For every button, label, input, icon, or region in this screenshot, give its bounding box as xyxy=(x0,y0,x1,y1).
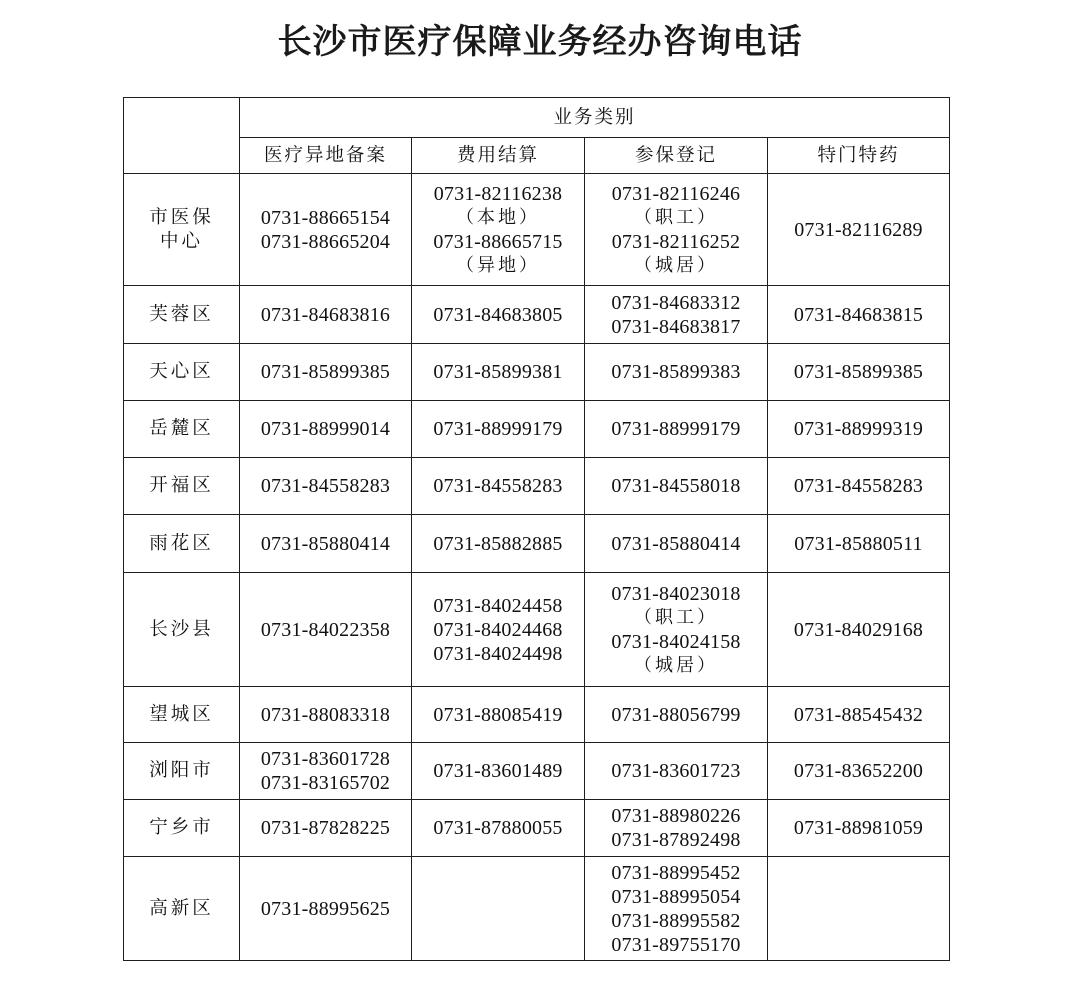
region-cell xyxy=(124,800,240,857)
region-name: 雨花区 xyxy=(149,532,214,554)
phone-cell xyxy=(240,573,412,687)
phone-cell xyxy=(768,286,950,344)
phone-number: 0731-84023018 xyxy=(611,582,741,605)
phone-cell xyxy=(768,458,950,515)
phone-number: 0731-88999179 xyxy=(433,418,563,440)
phone-note: （职工） xyxy=(634,206,718,228)
page-title: 长沙市医疗保障业务经办咨询电话 xyxy=(277,22,803,62)
phone-number: 0731-85880414 xyxy=(260,532,391,555)
phone-cell xyxy=(585,344,768,401)
phone-number: 0731-85882885 xyxy=(433,532,563,555)
region-cell xyxy=(124,401,240,458)
region-cell xyxy=(124,515,240,573)
phone-cell xyxy=(240,515,412,573)
phone-number: 0731-88995054 xyxy=(611,885,741,908)
phone-number: 0731-87880055 xyxy=(433,817,563,839)
phone-cell xyxy=(412,515,585,573)
consultation-phone-table xyxy=(123,97,950,961)
column-header-enrollment: 参保登记 xyxy=(585,138,768,174)
phone-note: （本地） xyxy=(456,206,540,228)
region-name: 宁乡市 xyxy=(149,817,214,838)
table-row xyxy=(124,286,950,344)
table-row xyxy=(124,743,950,800)
corner-cell xyxy=(124,98,240,174)
phone-number: 0731-85880511 xyxy=(794,532,923,555)
table-body xyxy=(124,174,950,961)
phone-number: 0731-88995452 xyxy=(611,861,741,884)
phone-number: 0731-85880414 xyxy=(611,532,741,555)
phone-cell xyxy=(585,800,768,857)
phone-number: 0731-84024468 xyxy=(433,618,563,641)
region-name: 高新区 xyxy=(149,897,214,919)
region-cell xyxy=(124,743,240,800)
phone-number: 0731-83601723 xyxy=(611,760,741,782)
phone-cell xyxy=(240,174,412,286)
phone-number: 0731-83652200 xyxy=(793,760,924,782)
phone-cell xyxy=(768,174,950,286)
phone-cell xyxy=(240,344,412,401)
phone-number: 0731-84558283 xyxy=(260,475,391,497)
phone-number: 0731-89755170 xyxy=(611,933,741,956)
phone-cell xyxy=(412,573,585,687)
region-cell xyxy=(124,857,240,961)
phone-number: 0731-88085419 xyxy=(433,703,563,726)
phone-cell xyxy=(412,857,585,961)
region-name: 浏阳市 xyxy=(149,760,214,781)
table-row xyxy=(124,344,950,401)
table-row xyxy=(124,687,950,743)
phone-number: 0731-88980226 xyxy=(611,805,741,827)
table-row xyxy=(124,174,950,286)
phone-number: 0731-82116252 xyxy=(611,230,741,253)
phone-number: 0731-84024458 xyxy=(433,594,563,617)
phone-number: 0731-83165702 xyxy=(260,772,391,794)
region-name: 中心 xyxy=(159,230,203,252)
phone-number: 0731-88665154 xyxy=(260,206,391,229)
phone-cell xyxy=(585,573,768,687)
phone-number: 0731-88999319 xyxy=(793,418,924,440)
phone-cell xyxy=(412,401,585,458)
phone-cell xyxy=(240,687,412,743)
phone-cell xyxy=(585,857,768,961)
phone-cell xyxy=(412,458,585,515)
phone-number: 0731-88999179 xyxy=(611,418,741,440)
phone-cell xyxy=(768,687,950,743)
phone-number: 0731-88995582 xyxy=(611,909,741,932)
phone-note: （城居） xyxy=(634,254,718,276)
phone-number: 0731-84683816 xyxy=(260,303,391,326)
phone-number: 0731-84558018 xyxy=(611,475,741,497)
phone-number: 0731-82116246 xyxy=(611,182,741,205)
phone-number: 0731-82116289 xyxy=(794,218,923,241)
phone-cell xyxy=(768,743,950,800)
phone-cell xyxy=(768,573,950,687)
region-name: 市医保 xyxy=(149,206,214,228)
region-cell xyxy=(124,344,240,401)
phone-cell xyxy=(240,401,412,458)
phone-cell xyxy=(585,401,768,458)
phone-cell xyxy=(412,344,585,401)
phone-number: 0731-84029168 xyxy=(793,618,924,641)
phone-cell xyxy=(412,286,585,344)
region-cell xyxy=(124,174,240,286)
phone-number: 0731-84683815 xyxy=(793,303,924,326)
phone-number: 0731-85899385 xyxy=(793,361,924,383)
phone-number: 0731-85899385 xyxy=(260,361,391,383)
phone-cell xyxy=(768,401,950,458)
column-header-settlement: 费用结算 xyxy=(412,138,585,174)
phone-cell xyxy=(240,857,412,961)
phone-cell xyxy=(240,743,412,800)
region-name: 天心区 xyxy=(149,361,214,382)
phone-number: 0731-87828225 xyxy=(260,817,391,839)
phone-number: 0731-84558283 xyxy=(433,475,563,497)
table-row xyxy=(124,401,950,458)
phone-cell xyxy=(768,857,950,961)
phone-cell xyxy=(768,344,950,401)
phone-cell xyxy=(240,458,412,515)
phone-cell xyxy=(240,800,412,857)
phone-number: 0731-85899381 xyxy=(433,361,563,383)
phone-cell xyxy=(412,174,585,286)
table-row xyxy=(124,800,950,857)
phone-cell xyxy=(240,286,412,344)
phone-number: 0731-87892498 xyxy=(611,829,741,851)
phone-number: 0731-88981059 xyxy=(793,817,924,839)
phone-cell xyxy=(585,174,768,286)
table-row xyxy=(124,573,950,687)
region-cell xyxy=(124,458,240,515)
phone-cell xyxy=(585,515,768,573)
region-name: 望城区 xyxy=(149,703,214,725)
table-row xyxy=(124,515,950,573)
phone-number: 0731-82116238 xyxy=(433,182,563,205)
phone-number: 0731-84683312 xyxy=(611,291,741,314)
phone-cell xyxy=(768,515,950,573)
phone-cell xyxy=(412,687,585,743)
phone-number: 0731-84683805 xyxy=(433,303,563,326)
phone-cell xyxy=(585,458,768,515)
column-header-remote-filing: 医疗异地备案 xyxy=(240,138,412,174)
phone-number: 0731-88665715 xyxy=(433,230,563,253)
phone-number: 0731-83601489 xyxy=(433,760,563,782)
phone-note: （异地） xyxy=(456,254,540,276)
table-row xyxy=(124,857,950,961)
phone-cell xyxy=(412,800,585,857)
phone-number: 0731-88056799 xyxy=(611,703,741,726)
phone-cell xyxy=(412,743,585,800)
region-cell xyxy=(124,286,240,344)
phone-number: 0731-88995625 xyxy=(260,897,391,920)
region-cell xyxy=(124,573,240,687)
phone-cell xyxy=(585,743,768,800)
phone-number: 0731-88999014 xyxy=(260,418,391,440)
region-name: 长沙县 xyxy=(149,618,214,640)
phone-number: 0731-84022358 xyxy=(260,618,391,641)
phone-cell xyxy=(585,286,768,344)
phone-cell xyxy=(585,687,768,743)
region-name: 芙蓉区 xyxy=(149,303,214,325)
phone-cell xyxy=(768,800,950,857)
region-name: 开福区 xyxy=(149,475,214,496)
phone-number: 0731-84024498 xyxy=(433,642,563,665)
phone-number: 0731-88083318 xyxy=(260,703,391,726)
phone-number: 0731-84024158 xyxy=(611,630,741,653)
phone-note: （城居） xyxy=(634,654,718,676)
region-cell xyxy=(124,687,240,743)
phone-number: 0731-83601728 xyxy=(260,748,391,770)
phone-number: 0731-84558283 xyxy=(793,475,924,497)
phone-number: 0731-88665204 xyxy=(260,230,391,253)
phone-number: 0731-85899383 xyxy=(611,361,741,383)
phone-number: 0731-84683817 xyxy=(611,315,741,338)
table-row xyxy=(124,458,950,515)
region-name: 岳麓区 xyxy=(149,418,214,439)
column-header-special-drugs: 特门特药 xyxy=(768,138,950,174)
phone-note: （职工） xyxy=(634,606,718,628)
phone-number: 0731-88545432 xyxy=(793,703,924,726)
business-category-header: 业务类别 xyxy=(240,98,950,138)
